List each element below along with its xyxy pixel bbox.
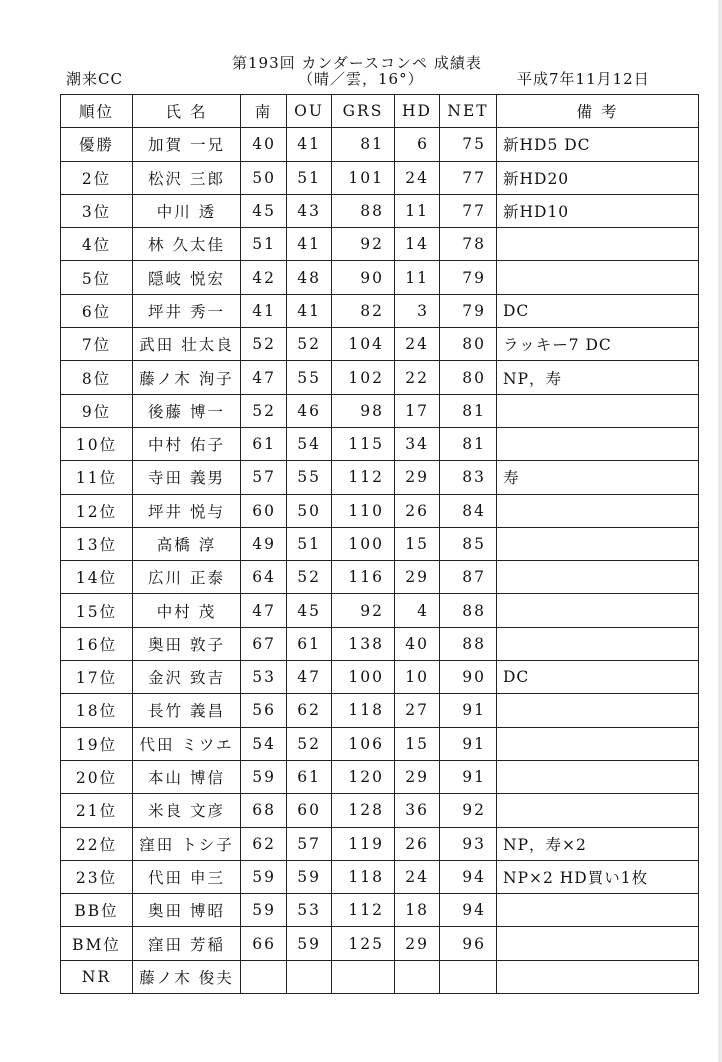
note-cell bbox=[497, 794, 699, 827]
ou-score-cell: 52 bbox=[287, 561, 332, 594]
south-score-cell: 54 bbox=[241, 727, 287, 760]
name-cell: 坪井 秀一 bbox=[133, 294, 241, 327]
gross-score-cell: 92 bbox=[332, 228, 395, 261]
table-row bbox=[61, 527, 699, 560]
rank-cell: 優勝 bbox=[61, 128, 133, 161]
name-cell: 高橋 淳 bbox=[133, 527, 241, 560]
ou-score-cell: 57 bbox=[287, 827, 332, 860]
handicap-cell: 24 bbox=[395, 860, 440, 893]
handicap-cell: 29 bbox=[395, 461, 440, 494]
ou-score-cell: 45 bbox=[287, 594, 332, 627]
handicap-cell: 11 bbox=[395, 194, 440, 227]
rank-cell: 17位 bbox=[61, 661, 133, 694]
table-row bbox=[61, 361, 699, 394]
net-score-cell: 91 bbox=[440, 760, 497, 793]
handicap-cell: 17 bbox=[395, 394, 440, 427]
ou-score-cell: 51 bbox=[287, 527, 332, 560]
table-row bbox=[61, 194, 699, 227]
south-score-cell: 51 bbox=[241, 228, 287, 261]
south-score-cell: 40 bbox=[241, 128, 287, 161]
gross-score-cell: 104 bbox=[332, 328, 395, 361]
south-score-cell: 59 bbox=[241, 760, 287, 793]
note-cell: 新HD5 DC bbox=[497, 128, 699, 161]
note-cell bbox=[497, 527, 699, 560]
handicap-cell: 14 bbox=[395, 228, 440, 261]
south-score-cell: 60 bbox=[241, 494, 287, 527]
table-row bbox=[61, 827, 699, 860]
table-row bbox=[61, 427, 699, 460]
rank-cell: 21位 bbox=[61, 794, 133, 827]
gross-score-cell: 138 bbox=[332, 627, 395, 660]
col-header-hd: HD bbox=[395, 95, 440, 128]
handicap-cell: 29 bbox=[395, 927, 440, 960]
name-cell: 後藤 博一 bbox=[133, 394, 241, 427]
gross-score-cell: 88 bbox=[332, 194, 395, 227]
results-table bbox=[60, 94, 699, 994]
handicap-cell: 10 bbox=[395, 661, 440, 694]
gross-score-cell: 90 bbox=[332, 261, 395, 294]
table-row bbox=[61, 760, 699, 793]
south-score-cell: 52 bbox=[241, 394, 287, 427]
south-score-cell: 45 bbox=[241, 194, 287, 227]
table-row bbox=[61, 960, 699, 993]
note-cell bbox=[497, 394, 699, 427]
gross-score-cell: 100 bbox=[332, 661, 395, 694]
rank-cell: 4位 bbox=[61, 228, 133, 261]
south-score-cell: 67 bbox=[241, 627, 287, 660]
col-header-note: 備 考 bbox=[497, 95, 699, 128]
south-score-cell: 41 bbox=[241, 294, 287, 327]
net-score-cell: 87 bbox=[440, 561, 497, 594]
note-cell: NP×2 HD買い1枚 bbox=[497, 860, 699, 893]
handicap-cell: 24 bbox=[395, 161, 440, 194]
gross-score-cell: 81 bbox=[332, 128, 395, 161]
net-score-cell: 93 bbox=[440, 827, 497, 860]
south-score-cell: 47 bbox=[241, 594, 287, 627]
ou-score-cell: 59 bbox=[287, 860, 332, 893]
club-name: 潮来CC bbox=[66, 70, 123, 88]
rank-cell: 19位 bbox=[61, 727, 133, 760]
rank-cell: 6位 bbox=[61, 294, 133, 327]
note-cell: NP，寿×2 bbox=[497, 827, 699, 860]
table-row bbox=[61, 328, 699, 361]
gross-score-cell: 100 bbox=[332, 527, 395, 560]
south-score-cell: 64 bbox=[241, 561, 287, 594]
name-cell: 中村 佑子 bbox=[133, 427, 241, 460]
name-cell: 奥田 博昭 bbox=[133, 894, 241, 927]
rank-cell: 13位 bbox=[61, 527, 133, 560]
table-row bbox=[61, 161, 699, 194]
south-score-cell: 42 bbox=[241, 261, 287, 294]
south-score-cell: 66 bbox=[241, 927, 287, 960]
ou-score-cell: 59 bbox=[287, 927, 332, 960]
ou-score-cell: 54 bbox=[287, 427, 332, 460]
col-header-grs: GRS bbox=[332, 95, 395, 128]
net-score-cell: 79 bbox=[440, 294, 497, 327]
handicap-cell: 15 bbox=[395, 727, 440, 760]
net-score-cell: 78 bbox=[440, 228, 497, 261]
net-score-cell: 92 bbox=[440, 794, 497, 827]
rank-cell: NR bbox=[61, 960, 133, 993]
name-cell: 本山 博信 bbox=[133, 760, 241, 793]
table-row bbox=[61, 794, 699, 827]
gross-score-cell: 102 bbox=[332, 361, 395, 394]
net-score-cell: 80 bbox=[440, 328, 497, 361]
net-score-cell: 91 bbox=[440, 727, 497, 760]
name-cell: 代田 申三 bbox=[133, 860, 241, 893]
table-row bbox=[61, 860, 699, 893]
gross-score-cell: 115 bbox=[332, 427, 395, 460]
event-date: 平成7年11月12日 bbox=[517, 70, 650, 88]
gross-score-cell: 118 bbox=[332, 860, 395, 893]
gross-score-cell: 116 bbox=[332, 561, 395, 594]
gross-score-cell: 118 bbox=[332, 694, 395, 727]
col-header-south: 南 bbox=[241, 95, 287, 128]
handicap-cell: 18 bbox=[395, 894, 440, 927]
net-score-cell: 81 bbox=[440, 394, 497, 427]
note-cell bbox=[497, 228, 699, 261]
rank-cell: 12位 bbox=[61, 494, 133, 527]
table-row bbox=[61, 561, 699, 594]
gross-score-cell: 92 bbox=[332, 594, 395, 627]
handicap-cell: 4 bbox=[395, 594, 440, 627]
net-score-cell: 94 bbox=[440, 860, 497, 893]
table-row bbox=[61, 228, 699, 261]
handicap-cell: 22 bbox=[395, 361, 440, 394]
table-row bbox=[61, 927, 699, 960]
ou-score-cell: 61 bbox=[287, 627, 332, 660]
rank-cell: 2位 bbox=[61, 161, 133, 194]
ou-score-cell: 43 bbox=[287, 194, 332, 227]
gross-score-cell: 112 bbox=[332, 461, 395, 494]
name-cell: 藤ノ木 洵子 bbox=[133, 361, 241, 394]
south-score-cell: 52 bbox=[241, 328, 287, 361]
ou-score-cell: 47 bbox=[287, 661, 332, 694]
note-cell: 新HD10 bbox=[497, 194, 699, 227]
ou-score-cell: 62 bbox=[287, 694, 332, 727]
ou-score-cell: 48 bbox=[287, 261, 332, 294]
south-score-cell: 61 bbox=[241, 427, 287, 460]
name-cell: 林 久太佳 bbox=[133, 228, 241, 261]
rank-cell: 3位 bbox=[61, 194, 133, 227]
document-title: 第193回 カンダースコンペ 成績表 bbox=[232, 54, 482, 72]
net-score-cell: 88 bbox=[440, 594, 497, 627]
name-cell: 寺田 義男 bbox=[133, 461, 241, 494]
handicap-cell: 27 bbox=[395, 694, 440, 727]
col-header-rank: 順位 bbox=[61, 95, 133, 128]
gross-score-cell: 110 bbox=[332, 494, 395, 527]
table-row bbox=[61, 261, 699, 294]
net-score-cell: 81 bbox=[440, 427, 497, 460]
gross-score-cell: 120 bbox=[332, 760, 395, 793]
rank-cell: 11位 bbox=[61, 461, 133, 494]
south-score-cell bbox=[241, 960, 287, 993]
table-row bbox=[61, 294, 699, 327]
gross-score-cell: 101 bbox=[332, 161, 395, 194]
note-cell: 寿 bbox=[497, 461, 699, 494]
rank-cell: BM位 bbox=[61, 927, 133, 960]
scan-edge bbox=[718, 0, 722, 1062]
table-row bbox=[61, 694, 699, 727]
gross-score-cell: 125 bbox=[332, 927, 395, 960]
handicap-cell: 29 bbox=[395, 760, 440, 793]
ou-score-cell: 55 bbox=[287, 461, 332, 494]
ou-score-cell bbox=[287, 960, 332, 993]
table-row bbox=[61, 461, 699, 494]
name-cell: 坪井 悦与 bbox=[133, 494, 241, 527]
table-row bbox=[61, 661, 699, 694]
gross-score-cell: 82 bbox=[332, 294, 395, 327]
net-score-cell bbox=[440, 960, 497, 993]
south-score-cell: 50 bbox=[241, 161, 287, 194]
name-cell: 武田 壮太良 bbox=[133, 328, 241, 361]
col-header-name: 氏 名 bbox=[133, 95, 241, 128]
handicap-cell: 6 bbox=[395, 128, 440, 161]
col-header-ou: OU bbox=[287, 95, 332, 128]
table-row bbox=[61, 627, 699, 660]
note-cell bbox=[497, 727, 699, 760]
ou-score-cell: 52 bbox=[287, 328, 332, 361]
name-cell: 代田 ミツエ bbox=[133, 727, 241, 760]
south-score-cell: 57 bbox=[241, 461, 287, 494]
handicap-cell: 29 bbox=[395, 561, 440, 594]
net-score-cell: 77 bbox=[440, 194, 497, 227]
rank-cell: 22位 bbox=[61, 827, 133, 860]
table-row bbox=[61, 128, 699, 161]
rank-cell: 23位 bbox=[61, 860, 133, 893]
south-score-cell: 53 bbox=[241, 661, 287, 694]
name-cell: 中村 茂 bbox=[133, 594, 241, 627]
note-cell bbox=[497, 694, 699, 727]
south-score-cell: 68 bbox=[241, 794, 287, 827]
south-score-cell: 47 bbox=[241, 361, 287, 394]
rank-cell: 20位 bbox=[61, 760, 133, 793]
rank-cell: BB位 bbox=[61, 894, 133, 927]
header-row bbox=[61, 95, 699, 128]
south-score-cell: 56 bbox=[241, 694, 287, 727]
handicap-cell: 26 bbox=[395, 827, 440, 860]
ou-score-cell: 41 bbox=[287, 128, 332, 161]
table-row bbox=[61, 594, 699, 627]
ou-score-cell: 46 bbox=[287, 394, 332, 427]
handicap-cell: 11 bbox=[395, 261, 440, 294]
name-cell: 米良 文彦 bbox=[133, 794, 241, 827]
ou-score-cell: 41 bbox=[287, 228, 332, 261]
rank-cell: 16位 bbox=[61, 627, 133, 660]
name-cell: 加賀 一兄 bbox=[133, 128, 241, 161]
note-cell: NP，寿 bbox=[497, 361, 699, 394]
handicap-cell: 40 bbox=[395, 627, 440, 660]
ou-score-cell: 52 bbox=[287, 727, 332, 760]
ou-score-cell: 61 bbox=[287, 760, 332, 793]
rank-cell: 8位 bbox=[61, 361, 133, 394]
gross-score-cell: 106 bbox=[332, 727, 395, 760]
note-cell bbox=[497, 627, 699, 660]
note-cell bbox=[497, 494, 699, 527]
south-score-cell: 62 bbox=[241, 827, 287, 860]
table-row bbox=[61, 894, 699, 927]
note-cell bbox=[497, 594, 699, 627]
handicap-cell: 24 bbox=[395, 328, 440, 361]
south-score-cell: 49 bbox=[241, 527, 287, 560]
net-score-cell: 83 bbox=[440, 461, 497, 494]
note-cell: DC bbox=[497, 294, 699, 327]
handicap-cell: 15 bbox=[395, 527, 440, 560]
south-score-cell: 59 bbox=[241, 860, 287, 893]
net-score-cell: 91 bbox=[440, 694, 497, 727]
gross-score-cell: 128 bbox=[332, 794, 395, 827]
weather-info: （晴／雲，16°） bbox=[298, 70, 424, 88]
net-score-cell: 75 bbox=[440, 128, 497, 161]
net-score-cell: 96 bbox=[440, 927, 497, 960]
handicap-cell: 26 bbox=[395, 494, 440, 527]
net-score-cell: 79 bbox=[440, 261, 497, 294]
net-score-cell: 88 bbox=[440, 627, 497, 660]
note-cell: 新HD20 bbox=[497, 161, 699, 194]
rank-cell: 14位 bbox=[61, 561, 133, 594]
note-cell: ラッキー7 DC bbox=[497, 328, 699, 361]
table-row bbox=[61, 494, 699, 527]
net-score-cell: 94 bbox=[440, 894, 497, 927]
note-cell bbox=[497, 927, 699, 960]
rank-cell: 9位 bbox=[61, 394, 133, 427]
gross-score-cell: 98 bbox=[332, 394, 395, 427]
handicap-cell: 34 bbox=[395, 427, 440, 460]
net-score-cell: 85 bbox=[440, 527, 497, 560]
handicap-cell: 3 bbox=[395, 294, 440, 327]
net-score-cell: 90 bbox=[440, 661, 497, 694]
rank-cell: 7位 bbox=[61, 328, 133, 361]
ou-score-cell: 51 bbox=[287, 161, 332, 194]
name-cell: 窪田 芳稲 bbox=[133, 927, 241, 960]
ou-score-cell: 60 bbox=[287, 794, 332, 827]
name-cell: 松沢 三郎 bbox=[133, 161, 241, 194]
note-cell bbox=[497, 760, 699, 793]
note-cell bbox=[497, 427, 699, 460]
handicap-cell: 36 bbox=[395, 794, 440, 827]
note-cell bbox=[497, 894, 699, 927]
name-cell: 奥田 敦子 bbox=[133, 627, 241, 660]
name-cell: 窪田 トシ子 bbox=[133, 827, 241, 860]
name-cell: 広川 正泰 bbox=[133, 561, 241, 594]
gross-score-cell: 112 bbox=[332, 894, 395, 927]
ou-score-cell: 50 bbox=[287, 494, 332, 527]
rank-cell: 5位 bbox=[61, 261, 133, 294]
name-cell: 長竹 義昌 bbox=[133, 694, 241, 727]
table-row bbox=[61, 394, 699, 427]
ou-score-cell: 53 bbox=[287, 894, 332, 927]
note-cell: DC bbox=[497, 661, 699, 694]
net-score-cell: 80 bbox=[440, 361, 497, 394]
gross-score-cell: 119 bbox=[332, 827, 395, 860]
rank-cell: 10位 bbox=[61, 427, 133, 460]
net-score-cell: 77 bbox=[440, 161, 497, 194]
gross-score-cell bbox=[332, 960, 395, 993]
table-row bbox=[61, 727, 699, 760]
south-score-cell: 59 bbox=[241, 894, 287, 927]
name-cell: 隠岐 悦宏 bbox=[133, 261, 241, 294]
note-cell bbox=[497, 261, 699, 294]
ou-score-cell: 55 bbox=[287, 361, 332, 394]
ou-score-cell: 41 bbox=[287, 294, 332, 327]
handicap-cell bbox=[395, 960, 440, 993]
note-cell bbox=[497, 561, 699, 594]
net-score-cell: 84 bbox=[440, 494, 497, 527]
rank-cell: 15位 bbox=[61, 594, 133, 627]
note-cell bbox=[497, 960, 699, 993]
rank-cell: 18位 bbox=[61, 694, 133, 727]
name-cell: 中川 透 bbox=[133, 194, 241, 227]
col-header-net: NET bbox=[440, 95, 497, 128]
name-cell: 藤ノ木 俊夫 bbox=[133, 960, 241, 993]
name-cell: 金沢 致吉 bbox=[133, 661, 241, 694]
